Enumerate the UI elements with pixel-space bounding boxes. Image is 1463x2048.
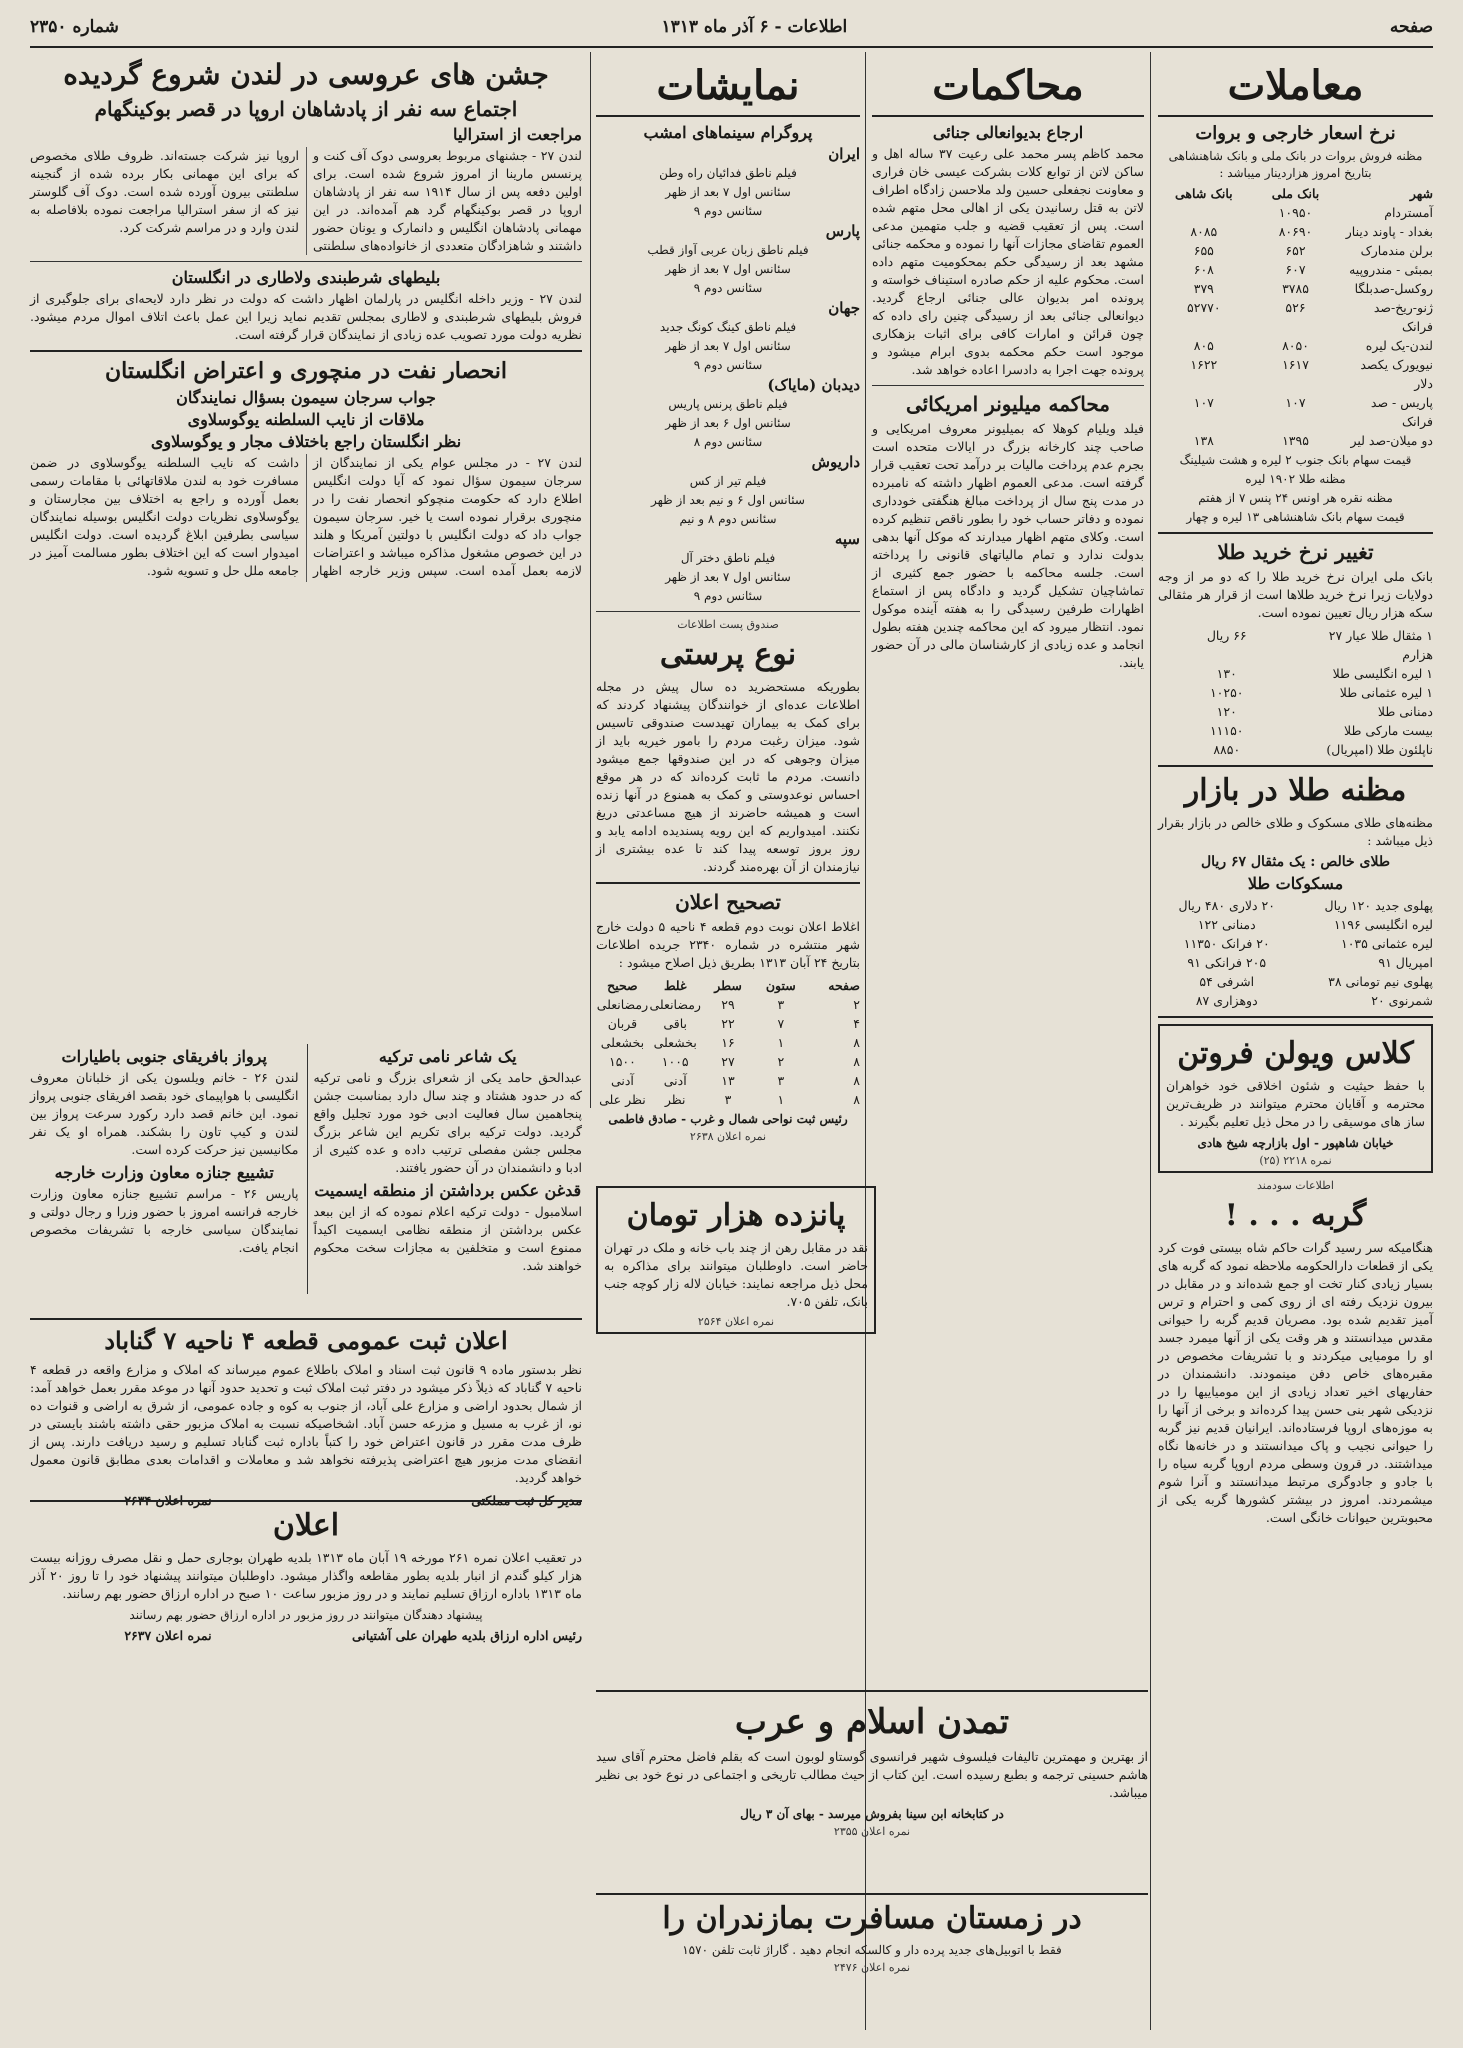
gold-cell: ۸۸۵۰ — [1213, 742, 1241, 757]
cinema-film: فیلم ناطق کینگ کونگ جدید — [659, 320, 797, 334]
correction-cell: بخشعلی — [653, 1035, 697, 1050]
column-rule — [1150, 52, 1151, 2030]
rates-note: قیمت سهام بانک شاهنشاهی ۱۳ لیره و چهار — [1186, 510, 1405, 524]
gold-cell: ۱ لیره انگلیسی طلا — [1332, 666, 1433, 681]
book-price: در کتابخانه ابن سینا بفروش میرسد - بهای آن ۳ ریال — [740, 1807, 1004, 1821]
correction-row — [596, 995, 860, 1014]
coins-cell: ۲۰ دلاری ۴۸۰ ریال — [1178, 898, 1275, 913]
divider — [1158, 115, 1433, 117]
travel-ad — [596, 1893, 1148, 2025]
coins-row — [1158, 991, 1433, 1010]
rates-note: مظنه نقره هر اونس ۲۴ پنس ۷ از هفتم — [1198, 491, 1393, 505]
rates-cell: ۳۷۸۵ — [1282, 281, 1309, 296]
case2-title: محاکمه میلیونر امریکائی — [905, 392, 1111, 416]
photo-ban-text: اسلامبول - دولت ترکیه اعلام نموده که از این ببعد عکس برداشتن از منطقه نظامی ایسمیت اکیداً ممنوع است و متخلفین به مجازات سخت محکوم خواهند شد. — [313, 1204, 582, 1273]
correction-cell: نظر علی — [599, 1092, 646, 1107]
rates-cell: ۸۰۵۰ — [1282, 338, 1309, 353]
rates-row — [1158, 355, 1433, 393]
lead-body — [30, 147, 582, 255]
cinema-name: دیدبان (مایاک) — [767, 376, 860, 394]
correction-title: تصحیح اعلان — [675, 890, 781, 914]
coins-cell: امپریال ۹۱ — [1378, 955, 1433, 970]
registration-text: نظر بدستور ماده ۹ قانون ثبت اسناد و املاک باطلاع عموم میرساند که املاک و مزارع واقعه در قطعه ۴ ناحیه ۷ گناباد که ذیلاً ذکر میشود در دفتر ثبت املاک ثبت و تحدید حدود آنها در موعد مقرر بعمل خواهد آمد: از شمال بحدود اراضی و مزارع علی آباد، از جنوب به کوه و جاده عمومی، از شرق به اراضی و قنوات ده نو، از غرب به مسیل و مزرعه حسن آباد. اشخاصیکه نسبت به املاک مزبور حقی داشته باشند بایستی در ظرف مدت مقرر در قانون اعتراض خود را کتباً باداره ثبت گناباد تسلیم و رسید دریافت دارند. پس از انقضای مدت مزبور هیچ اعتراضی پذیرفته نخواهد شد و معاملات و اقدامات بعدی مطابق قانون معمول خواهد گردید. — [30, 1362, 583, 1485]
travel-text: فقط با اتوبیل‌های جدید پرده دار و کالسکه انجام دهید . گاراژ ثابت تلفن ۱۵۷۰ — [682, 1943, 1062, 1957]
correction-row — [596, 1033, 860, 1052]
rates-cell: ۶۰۷ — [1285, 262, 1306, 277]
cinema-film: فیلم ناطق دختر آل — [680, 551, 776, 565]
correction-cell: قربان — [607, 1016, 638, 1031]
oil-sub1: جواب سرجان سیمون بسؤال نمایندگان — [176, 388, 436, 407]
correction-ad-number: نمره اعلان ۲۶۳۸ — [689, 1130, 767, 1143]
correction-cell: ۱۳ — [721, 1073, 735, 1088]
cinema-name: داریوش — [811, 453, 860, 471]
rates-intro: مظنه فروش بروات در بانک ملی و بانک شاهنشاهی بتاریخ امروز هزاردینار میباشد : — [1168, 149, 1423, 180]
rates-cell: دو میلان-صد لیر — [1350, 433, 1433, 448]
issue-number: شماره ۲۳۵۰ — [30, 17, 119, 37]
oil-headline: انحصار نفت در منچوری و اعتراض انگلستان — [104, 358, 508, 384]
correction-cell: ۳ — [777, 997, 785, 1012]
rates-cell: لندن-یک لیره — [1365, 338, 1433, 353]
divider — [30, 350, 582, 352]
rates-cell: ۸۰۸۵ — [1190, 224, 1218, 239]
correction-cell: ۲ — [853, 997, 860, 1012]
rates-notes — [1158, 452, 1433, 526]
violin-address: خیابان شاهپور - اول بازارچه شیخ هادی — [1197, 1136, 1394, 1150]
correction-cell: ۲۹ — [721, 997, 735, 1012]
coins-heading: مسکوکات طلا — [1247, 874, 1344, 893]
rates-cell: ۶۵۵ — [1193, 243, 1214, 258]
cinema-entry — [596, 376, 860, 451]
rates-row — [1158, 241, 1433, 260]
gold-cell: ناپلئون طلا (امپریال) — [1326, 742, 1433, 757]
oil-body — [30, 454, 582, 582]
correction-cell: ۸ — [853, 1092, 860, 1107]
travel-title: در زمستان مسافرت بمازندران را — [662, 1901, 1082, 1936]
bazaar-heading: مظنه طلا در بازار — [1184, 773, 1407, 808]
elan-signature: رئیس اداره ارزاق بلدیه طهران علی آشتیانی — [352, 1628, 582, 1643]
gold-cell: ۱۳۰ — [1216, 666, 1237, 681]
poet-text: عبدالحق حامد یکی از شعرای بزرگ و نامی ترکیه که در حدود هشتاد و چند سال دارد بمناسبت جشن پنجاهمین سال فعالیت ادبی خود مورد تجلیل واقع گردید. دولت ترکیه برای تکریم این شاعر بزرگ مجلس جشن مفصلی ترتیب داده و عده کثیری از ادبا و دانشمندان در آن حضور یافتند. — [313, 1070, 582, 1175]
rates-cell: بغداد - پاوند دینار — [1345, 224, 1433, 239]
rates-cell: ۱۶۱۷ — [1282, 357, 1309, 372]
cinema-name: سپه — [834, 530, 860, 548]
gold-row — [1158, 740, 1433, 759]
coins-cell: لیره عثمانی ۱۰۳۵ — [1341, 936, 1433, 951]
correction-header: غلط — [663, 978, 687, 993]
gold-cell: ۱۱۱۵۰ — [1209, 723, 1244, 738]
elan-text: در تعقیب اعلان نمره ۲۶۱ مورخه ۱۹ آبان ماه ۱۳۱۳ بلدیه طهران بوجاری حمل و نقل مصرف روزانه بیست هزار کیلو گندم از انبار بلدیه بطور مقاطعه واگذار میشود. داوطلبان میتوانند پیشنهاد خود را تا روز ۲۰ آذر ماه ۱۳۱۳ باداره ارزاق تسلیم نمایند و در روز مزبور ساعت ۱۰ صبح در اداره ارزاق حضور بهم رسانند. — [30, 1550, 582, 1601]
rates-cell: برلن مندمارک — [1360, 243, 1433, 258]
travel-ad-number: نمره اعلان ۲۴۷۶ — [833, 1961, 911, 1974]
rates-heading: نرخ اسعار خارجی و بروات — [1195, 123, 1396, 144]
cat-text: هنگامیکه سر رسید گرات حاکم شاه بیستی فوت کرد یکی از قطعات دارالحکومه ملاحظه نمود که گربه های بسیار زیادی کنار تخت او جمع شده‌اند و در مقابل در بیرون نزدیک رفته ای از روی کمی و احترام و ترس آمیز تقدیم شده بود. مصریان قدیم گربه را حیوانی مقدس میدانستند و هر وقت یکی از آنها میمرد جسد او را مومیایی میکردند و با تشریفات مخصوص در مقبره‌های خاص دفن مینمودند. دانشمندان در حفاریهای اخیر تعداد زیادی از این مومیاییها را در نزدیکی شهر بنی حسن پیدا کرده‌اند و برخی از آنها را به موزه‌های اروپا فرستاده‌اند. ایرانیان قدیم نیز گربه را حیوانی نجیب و پاک میدانستند و در خانه‌ها نگاه میداشتند. در قرون وسطی مردم اروپا گربه سیاه را با جادو و جادوگری مرتبط میدانستند و آنرا شوم میشمردند. امروز در بیشتر کشورها گربه یکی از محبوبترین حیوانات خانگی است. — [1158, 1240, 1433, 1525]
correction-table — [596, 995, 860, 1109]
correction-header: سطر — [714, 978, 742, 993]
correction-cell: ۱۵۰۰ — [608, 1054, 636, 1069]
cinema-entry — [596, 222, 860, 297]
lead-text: لندن ۲۷ - جشنهای مربوط بعروسی دوک آف کنت و پرنسس مارینا از امروز شروع شده است. برای اولین دفعه پس از سال ۱۹۱۴ سه نفر از پادشاهان اروپا در قصر بوکینگهام گرد هم آمده‌اند. در این مهمانی پادشاهان انگلیس و دانمارک و یونان حضور داشتند و شاهزادگان متعددی از خانواده‌های سلطنتی اروپا نیز شرکت جسته‌اند. ظروف طلای مخصوص که برای این مهمانی بکار برده شده از گنجینه سلطنتی بیرون آورده شده است. دوک آف گلوستر نیز که از سفر استرالیا مراجعت نموده بلافاصله به لندن وارد و در مراسم شرکت کرد. — [30, 148, 582, 253]
rates-row — [1158, 279, 1433, 298]
coins-cell: اشرفی ۵۴ — [1199, 974, 1255, 989]
correction-cell: ۲ — [777, 1054, 785, 1069]
mailbox-label: صندوق پست اطلاعات — [677, 618, 779, 631]
book-title: تمدن اسلام و عرب — [734, 1702, 1010, 1742]
divider — [872, 115, 1144, 117]
cinema-film: فیلم ناطق زبان عربی آواز قطب — [647, 243, 809, 257]
divider — [1158, 1016, 1433, 1018]
correction-cell: ۴ — [853, 1016, 860, 1031]
correction-cell: نظر — [664, 1092, 686, 1107]
violin-ad-number: نمره ۲۲۱۸ (۲۵) — [1259, 1154, 1332, 1167]
masthead — [30, 8, 1433, 48]
column-namayeshat — [596, 52, 860, 1178]
column-rule — [590, 52, 591, 1108]
gold-cell: ۱۲۰ — [1216, 704, 1237, 719]
page-label: صفحه — [1389, 17, 1433, 37]
cinema-program-heading: پروگرام سینماهای امشب — [643, 123, 813, 142]
correction-row — [596, 1052, 860, 1071]
rates-row — [1158, 203, 1433, 222]
registration-ad-number: نمره اعلان ۲۶۳۴ — [124, 1493, 212, 1508]
coins-row — [1158, 896, 1433, 915]
cinema-film: فیلم ناطق پرنس پاریس — [668, 397, 788, 411]
cinema-show: سئانس اول ۶ و نیم بعد از ظهر — [651, 493, 805, 507]
cinema-entry — [596, 299, 860, 374]
correction-header: صحیح — [607, 978, 638, 993]
section-title-mohakemat: محاکمات — [932, 62, 1084, 109]
correction-cell: باقی — [663, 1016, 688, 1031]
australia-heading: مراجعت از استرالیا — [452, 125, 582, 144]
correction-cell: ۱ — [777, 1035, 785, 1050]
tomans-text: نقد در مقابل رهن از چند باب خانه و ملک در تهران حاضر است. داوطلبان میتوانند برای مذاکره به محل ذیل مراجعه نمایند: خیابان لاله زار کوچه جنب بانک، تلفن ۷۰۵. — [604, 1240, 868, 1309]
tomans-ad-number: نمره اعلان ۲۵۶۴ — [697, 1315, 775, 1328]
rates-cell: روکسل-صدبلگا — [1354, 281, 1433, 296]
correction-header: صفحه — [828, 978, 860, 993]
funeral-text: پاریس ۲۶ - مراسم تشییع جنازه معاون وزارت خارجه فرانسه امروز با حضور وزرا و رجال دولتی و نمایندگان سیاسی خارجه با تشریفات مخصوص انجام یافت. — [30, 1186, 299, 1255]
correction-cell: ۸ — [853, 1035, 860, 1050]
case1-text: محمد کاظم پسر محمد علی رعیت ۳۷ ساله اهل و ساکن لاتن از توابع کلات بشرکت عیسی خان فراری و معاونت نجفعلی حسین ولد ملاحسن زادگاه اطراف لاتن به قتل رسانیدن یکی از اهالی محل متهم شده است. پس از تعقیب قضیه و جلب متهمین مدعی العموم تقاضای مجازات آنها را نموده و محکمه جنائی مشهد بعد از رسیدگی حکم بمحکومیت متهم داده است. محکوم علیه از حکم صادره استیناف خواسته و پرونده امر بدیوان عالی جنائی ارجاع گردید. دیوانعالی جنائی بعد از رسیدگی چنین رای داده که چون قرائن و امارات کافی برای اثبات بزهکاری موجود است حکم محکمه بدوی ابرام میشود و پرونده جهت اجرا به دادسرا اعاده خواهد شد. — [872, 146, 1145, 377]
cinema-show: سئانس دوم ۹ — [693, 281, 763, 295]
rates-cell: ۸۰۶۹۰ — [1278, 224, 1313, 239]
divider — [30, 261, 582, 262]
rates-header-shahi: بانک شاهی — [1175, 186, 1233, 201]
lower-lead-area — [30, 1044, 582, 1294]
elan-notice — [30, 1500, 582, 1682]
correction-cell: ۳ — [777, 1073, 785, 1088]
cinema-show: سئانس اول ۷ بعد از ظهر — [665, 185, 791, 199]
correction-row — [596, 1014, 860, 1033]
cinema-entry — [596, 530, 860, 605]
flight-text: لندن ۲۶ - خانم ویلسون یکی از خلبانان معروف انگلیسی با هواپیمای خود بقصد افریقای جنوبی پرواز نمود. این خانم قصد دارد رکورد سرعت پرواز بین لندن و کیپ تاون را بشکند. همراه او یک نفر مکانیسین نیز حرکت کرده است. — [30, 1070, 299, 1157]
rates-cell: ۱۳۸ — [1193, 433, 1214, 448]
rates-cell: ۸۰۵ — [1193, 338, 1214, 353]
rates-cell: ۳۷۹ — [1193, 281, 1214, 296]
gold-row — [1158, 664, 1433, 683]
tomans-title: پانزده هزار تومان — [626, 1198, 846, 1233]
funeral-title: تشییع جنازه معاون وزارت خارجه — [54, 1163, 274, 1182]
bazaar-intro: مظنه‌های طلای مسکوک و طلای خالص در بازار بقرار ذیل میباشد : — [1158, 815, 1433, 848]
correction-cell: ۷ — [777, 1016, 785, 1031]
rates-cell: بمبئی - مندروپیه — [1349, 262, 1433, 277]
violin-text: با حفظ حیثیت و شئون اخلاقی خود خواهران محترمه و آقایان محترم میتوانند در ظریف‌ترین ساز های موسیقی را در محل ذیل تعلیم بگیرند . — [1166, 1078, 1425, 1129]
divider — [596, 611, 860, 612]
rates-cell: آمستردام — [1384, 205, 1433, 220]
correction-row — [596, 1071, 860, 1090]
cinema-show: سئانس دوم ۹ — [693, 358, 763, 372]
rates-note: مظنه طلا ۱۹۰۲ لیره — [1245, 472, 1346, 486]
lead-subheadline: اجتماع سه نفر از پادشاهان اروپا در قصر بوکینگهام — [94, 97, 518, 121]
cinema-show: سئانس اول ۷ بعد از ظهر — [665, 570, 791, 584]
rates-header-row — [1158, 184, 1433, 203]
elan-title: اعلان — [272, 1508, 340, 1543]
rates-cell: ۶۵۲ — [1285, 243, 1306, 258]
gold-cell: بیست مارکی طلا — [1344, 723, 1433, 738]
divider — [872, 385, 1144, 386]
rates-cell: ۱۰۷ — [1285, 395, 1306, 410]
elan-ad-number: نمره اعلان ۲۶۳۷ — [124, 1628, 212, 1643]
coins-cell: دمنانی ۱۲۲ — [1197, 917, 1256, 932]
gold-cell: ۱ لیره عثمانی طلا — [1339, 685, 1433, 700]
oil-sub3: نظر انگلستان راجع باختلاف مجار و یوگوسلاوی — [150, 432, 462, 451]
useful-info-label: اطلاعات سودمند — [1257, 1179, 1334, 1192]
coins-row — [1158, 972, 1433, 991]
rates-row — [1158, 298, 1433, 336]
rates-cell: نیویورک یکصد دلار — [1360, 357, 1433, 391]
cinema-entry — [596, 453, 860, 528]
coins-cell: ۲۰ فرانک ۱۱۳۵۰ — [1183, 936, 1270, 951]
cinema-show: سئانس اول ۷ بعد از ظهر — [665, 339, 791, 353]
cinema-entry — [596, 145, 860, 220]
divider — [1158, 532, 1433, 534]
divider — [596, 115, 860, 117]
correction-cell: آدنی — [663, 1073, 687, 1088]
correction-cell: ۳ — [724, 1092, 732, 1107]
rates-row — [1158, 260, 1433, 279]
correction-cell: بخشعلی — [600, 1035, 645, 1050]
book-ad-number: نمره اعلان ۲۳۵۵ — [833, 1825, 911, 1838]
correction-cell: ۲۲ — [721, 1016, 735, 1031]
cinema-show: سئانس دوم ۸ — [693, 435, 763, 449]
rates-row — [1158, 431, 1433, 450]
rates-cell: ژنو-ریخ-صد فرانک — [1373, 300, 1433, 334]
rates-cell — [1158, 203, 1250, 222]
coins-cell: ۲۰۵ فرانکی ۹۱ — [1187, 955, 1267, 970]
poet-title: یک شاعر نامی ترکیه — [378, 1047, 517, 1066]
column-lead — [30, 52, 582, 1038]
gold-cell: ۱ مثقال طلا عیار ۲۷ هزارم — [1328, 628, 1433, 662]
registration-notice — [30, 1318, 583, 1508]
correction-text: اغلاط اعلان نوبت دوم قطعه ۴ ناحیه ۵ دولت خارج شهر منتشره در شماره ۲۳۴۰ جریده اطلاعات بتاریخ ۲۴ آبان ۱۳۱۳ بطریق ذیل اصلاح میشود : — [596, 919, 861, 970]
elan-note: پیشنهاد دهندگان میتوانند در روز مزبور در اداره ارزاق حضور بهم رسانند — [129, 1608, 483, 1622]
correction-row — [596, 1090, 860, 1109]
column-muamelat — [1158, 52, 1433, 2030]
cinema-show: سئانس اول ۷ بعد از ظهر — [665, 262, 791, 276]
gold-cell: ۱۰۲۵۰ — [1209, 685, 1244, 700]
rates-header-city: شهر — [1409, 186, 1433, 201]
nov-text: بطوریکه مستحضرید ده سال پیش در مجله اطلاعات عده‌ای از خوانندگان پیشنهاد کردند که برای کمک به بیماران تهیدست صندوقی تاسیس شود. میزان رغبت مردم را بامور خیریه باید از میزان وجوهی که در این صندوقها جمع میشود دانست. مردم ما ثابت کرده‌اند که در هر موقع احساس نوعدوستی و کمک به همنوع در آنها زنده است و همیشه حاضرند از هیچ مساعدتی دریغ نکنند. امیدواریم که این رویه پسندیده ادامه یابد و روز بروز توسعه پیدا کند تا عده بیشتری از نیازمندان از آن بهره‌مند گردند. — [596, 679, 860, 874]
cinema-film: فیلم تیر از کس — [689, 474, 767, 488]
correction-cell: رمضانعلی — [649, 997, 701, 1012]
cinema-show: سئانس دوم ۹ — [693, 204, 763, 218]
book-ad — [596, 1690, 1148, 1887]
rates-cell: پاریس - صد فرانک — [1370, 395, 1433, 429]
correction-cell: ۸ — [853, 1054, 860, 1069]
rates-header-melli: بانک ملی — [1271, 186, 1320, 201]
divider — [1158, 765, 1433, 767]
coins-cell: شمرنوی ۲۰ — [1371, 993, 1433, 1008]
rates-cell: ۵۲۶ — [1285, 300, 1306, 315]
cinema-name: جهان — [828, 299, 860, 317]
coins-row — [1158, 934, 1433, 953]
correction-cell: ۱۶ — [721, 1035, 735, 1050]
lottery-text: لندن ۲۷ - وزیر داخله انگلیس در پارلمان اظهار داشت که دولت در نظر دارد لایحه‌ای برای جلوگیری از فروش بلیطهای شرطبندی و لاطاری بمجلس تقدیم نماید زیرا این عمل باعث اتلاف اموال مردم میشود. نظریه دولت مورد تصویب عده زیادی از نمایندگان قرار گرفته است. — [30, 291, 582, 342]
cinema-show: سئانس اول ۶ بعد از ظهر — [665, 416, 791, 430]
cinema-film: فیلم ناطق فدائیان راه وطن — [659, 166, 797, 180]
flight-title: پرواز بافریقای جنوبی باطیارات — [61, 1047, 267, 1066]
correction-cell: ۸ — [853, 1073, 860, 1088]
correction-header: ستون — [765, 978, 796, 993]
nov-title: نوع پرستی — [659, 637, 797, 672]
correction-cell: ۱ — [777, 1092, 785, 1107]
rates-cell: ۶۰۸ — [1193, 262, 1214, 277]
rates-cell: ۵۲۷۷۰ — [1187, 300, 1221, 315]
case2-text: فیلد ویلیام کوهلا که بمیلیونر معروف امریکایی و صاحب چند کارخانه بزرگ در ایالات متحده است بجرم عدم پرداخت مالیات بر درآمد تحت تعقیب قرار گرفته است. مدعی العموم اظهار داشته که نامبرده در مدت پنج سال از پرداخت مبالغ هنگفتی خودداری نموده و دفاتر حساب خود را بطور ناقص تنظیم کرده است. وکلای متهم اظهار میدارند که موکل آنها بدهی بدولت ندارد و تمام مالیاتهای قانونی را پرداخته است. جلسه محاکمه با حضور جمع کثیری از تماشاچیان تشکیل گردید و دادگاه پس از استماع اظهارات طرفین رسیدگی را به هفته آینده موکول نمود. انتظار میرود که این محاکمه چندین هفته بطول انجامد و عده زیادی از کارشناسان مالی در آن حضور یابند. — [872, 421, 1144, 670]
gold-heading: تغییر نرخ خرید طلا — [1217, 540, 1374, 564]
gold-row — [1158, 626, 1433, 664]
coins-row — [1158, 915, 1433, 934]
lottery-title: بلیطهای شرطبندی ولاطاری در انگلستان — [171, 268, 441, 287]
book-text: از بهترین و مهمترین تالیفات فیلسوف شهیر فرانسوی گوستاو لوبون است که بقلم فاضل محترم آقای سید هاشم حسینی ترجمه و بطبع رسیده است. این کتاب از حیث مطالب تاریخی و اجتماعی در نوع خود بی نظیر میباشد. — [596, 1749, 1148, 1800]
rates-row — [1158, 222, 1433, 241]
cinema-list — [596, 145, 860, 605]
cat-title: گربه . . . ! — [1224, 1198, 1367, 1233]
flight-article — [30, 1044, 299, 1294]
registration-title: اعلان ثبت عمومی قطعه ۴ ناحیه ۷ گناباد — [104, 1326, 508, 1355]
section-title-muamelat: معاملات — [1227, 62, 1364, 109]
oil-text: لندن ۲۷ - در مجلس عوام یکی از نمایندگان از سرجان سیمون سؤال نمود که آیا دولت انگلیس اطلاع دارد که حکومت منچوکو انحصار نفت را در منچوری برقرار نموده است یا خیر. سرجان سیمون جواب داد که دولت انگلیس با دولتین آمریکا و هلند در این خصوص مشغول مذاکره میباشد و اعتراضات لازمه بعمل آمده است. سپس وزیر خارجه اظهار داشت که نایب السلطنه یوگوسلاوی در ضمن مسافرت خود به لندن ملاقاتهائی با مقامات رسمی بعمل آورده و راجع به اختلاف بین مجارستان و یوگوسلاوی نظریات دولت انگلیس بوسیله نمایندگان سیاسی بطرفین ابلاغ گردیده است. دولت انگلیس امیدوار است که این اختلاف بطور مسالمت آمیز در جامعه ملل حل و تسویه شود. — [30, 455, 582, 578]
tomans-ad — [596, 1186, 876, 1334]
violin-title: کلاس ویولن فروتن — [1177, 1036, 1414, 1071]
rates-table — [1158, 203, 1433, 450]
coins-table — [1158, 896, 1433, 1010]
cinema-name: پارس — [825, 222, 860, 240]
gold-table — [1158, 626, 1433, 759]
correction-cell: ۲۷ — [721, 1054, 735, 1069]
oil-sub2: ملاقات از نایب السلطنه یوگوسلاوی — [187, 410, 425, 429]
violin-ad — [1158, 1024, 1433, 1173]
case1-title: ارجاع بدیوانعالی جنائی — [932, 123, 1084, 142]
poet-article — [307, 1044, 583, 1294]
coins-cell: پهلوی نیم تومانی ۳۸ — [1328, 974, 1433, 989]
rates-cell: ۱۶۲۲ — [1190, 357, 1218, 372]
gold-cell: دمنانی طلا — [1377, 704, 1433, 719]
pure-gold: طلای خالص : یک مثقال ۶۷ ریال — [1200, 854, 1390, 870]
divider — [596, 882, 860, 884]
cinema-show: سئانس دوم ۹ — [693, 589, 763, 603]
coins-cell: لیره انگلیسی ۱۱۹۶ — [1333, 917, 1433, 932]
correction-cell: ۱۰۰۵ — [661, 1054, 689, 1069]
elan-footer — [30, 1626, 582, 1645]
coins-cell: دوهزاری ۸۷ — [1195, 993, 1258, 1008]
rates-cell: ۱۳۹۵ — [1282, 433, 1309, 448]
correction-cell: آدنی — [610, 1073, 634, 1088]
coins-row — [1158, 953, 1433, 972]
rates-note: قیمت سهام بانک جنوب ۲ لیره و هشت شیلینگ — [1179, 453, 1412, 467]
gold-row — [1158, 683, 1433, 702]
correction-signature: رئیس ثبت نواحی شمال و غرب - صادق فاطمی — [608, 1112, 848, 1126]
rates-cell: ۱۰۷ — [1193, 395, 1214, 410]
gold-intro: بانک ملی ایران نرخ خرید طلا را که دو مر از وجه دولایات زیرا نرخ خرید طلاها است از قرار هر مثقالی سکه هزار ریال تعیین نموده است. — [1158, 569, 1433, 620]
section-title-namayeshat: نمایشات — [656, 62, 800, 109]
cinema-show: سئانس دوم ۸ و نیم — [679, 512, 777, 526]
rates-row — [1158, 336, 1433, 355]
cinema-name: ایران — [828, 145, 860, 163]
rates-cell: ۱۰۹۵۰ — [1278, 205, 1313, 220]
photo-ban-title: قدغن عکس برداشتن از منطقه ایسمیت — [314, 1181, 582, 1200]
gold-cell: ۶۶ ریال — [1206, 628, 1247, 643]
correction-cell: رمضانعلی — [596, 997, 649, 1012]
rates-row — [1158, 393, 1433, 431]
gold-row — [1158, 702, 1433, 721]
lead-headline: جشن های عروسی در لندن شروع گردیده — [63, 58, 549, 91]
coins-cell: پهلوی جدید ۱۲۰ ریال — [1324, 898, 1433, 913]
issue-date: اطلاعات - ۶ آذر ماه ۱۳۱۳ — [661, 17, 848, 37]
gold-row — [1158, 721, 1433, 740]
correction-header-row — [596, 976, 860, 995]
registration-signature: مدیر کل ثبت مملکتی — [471, 1493, 582, 1508]
